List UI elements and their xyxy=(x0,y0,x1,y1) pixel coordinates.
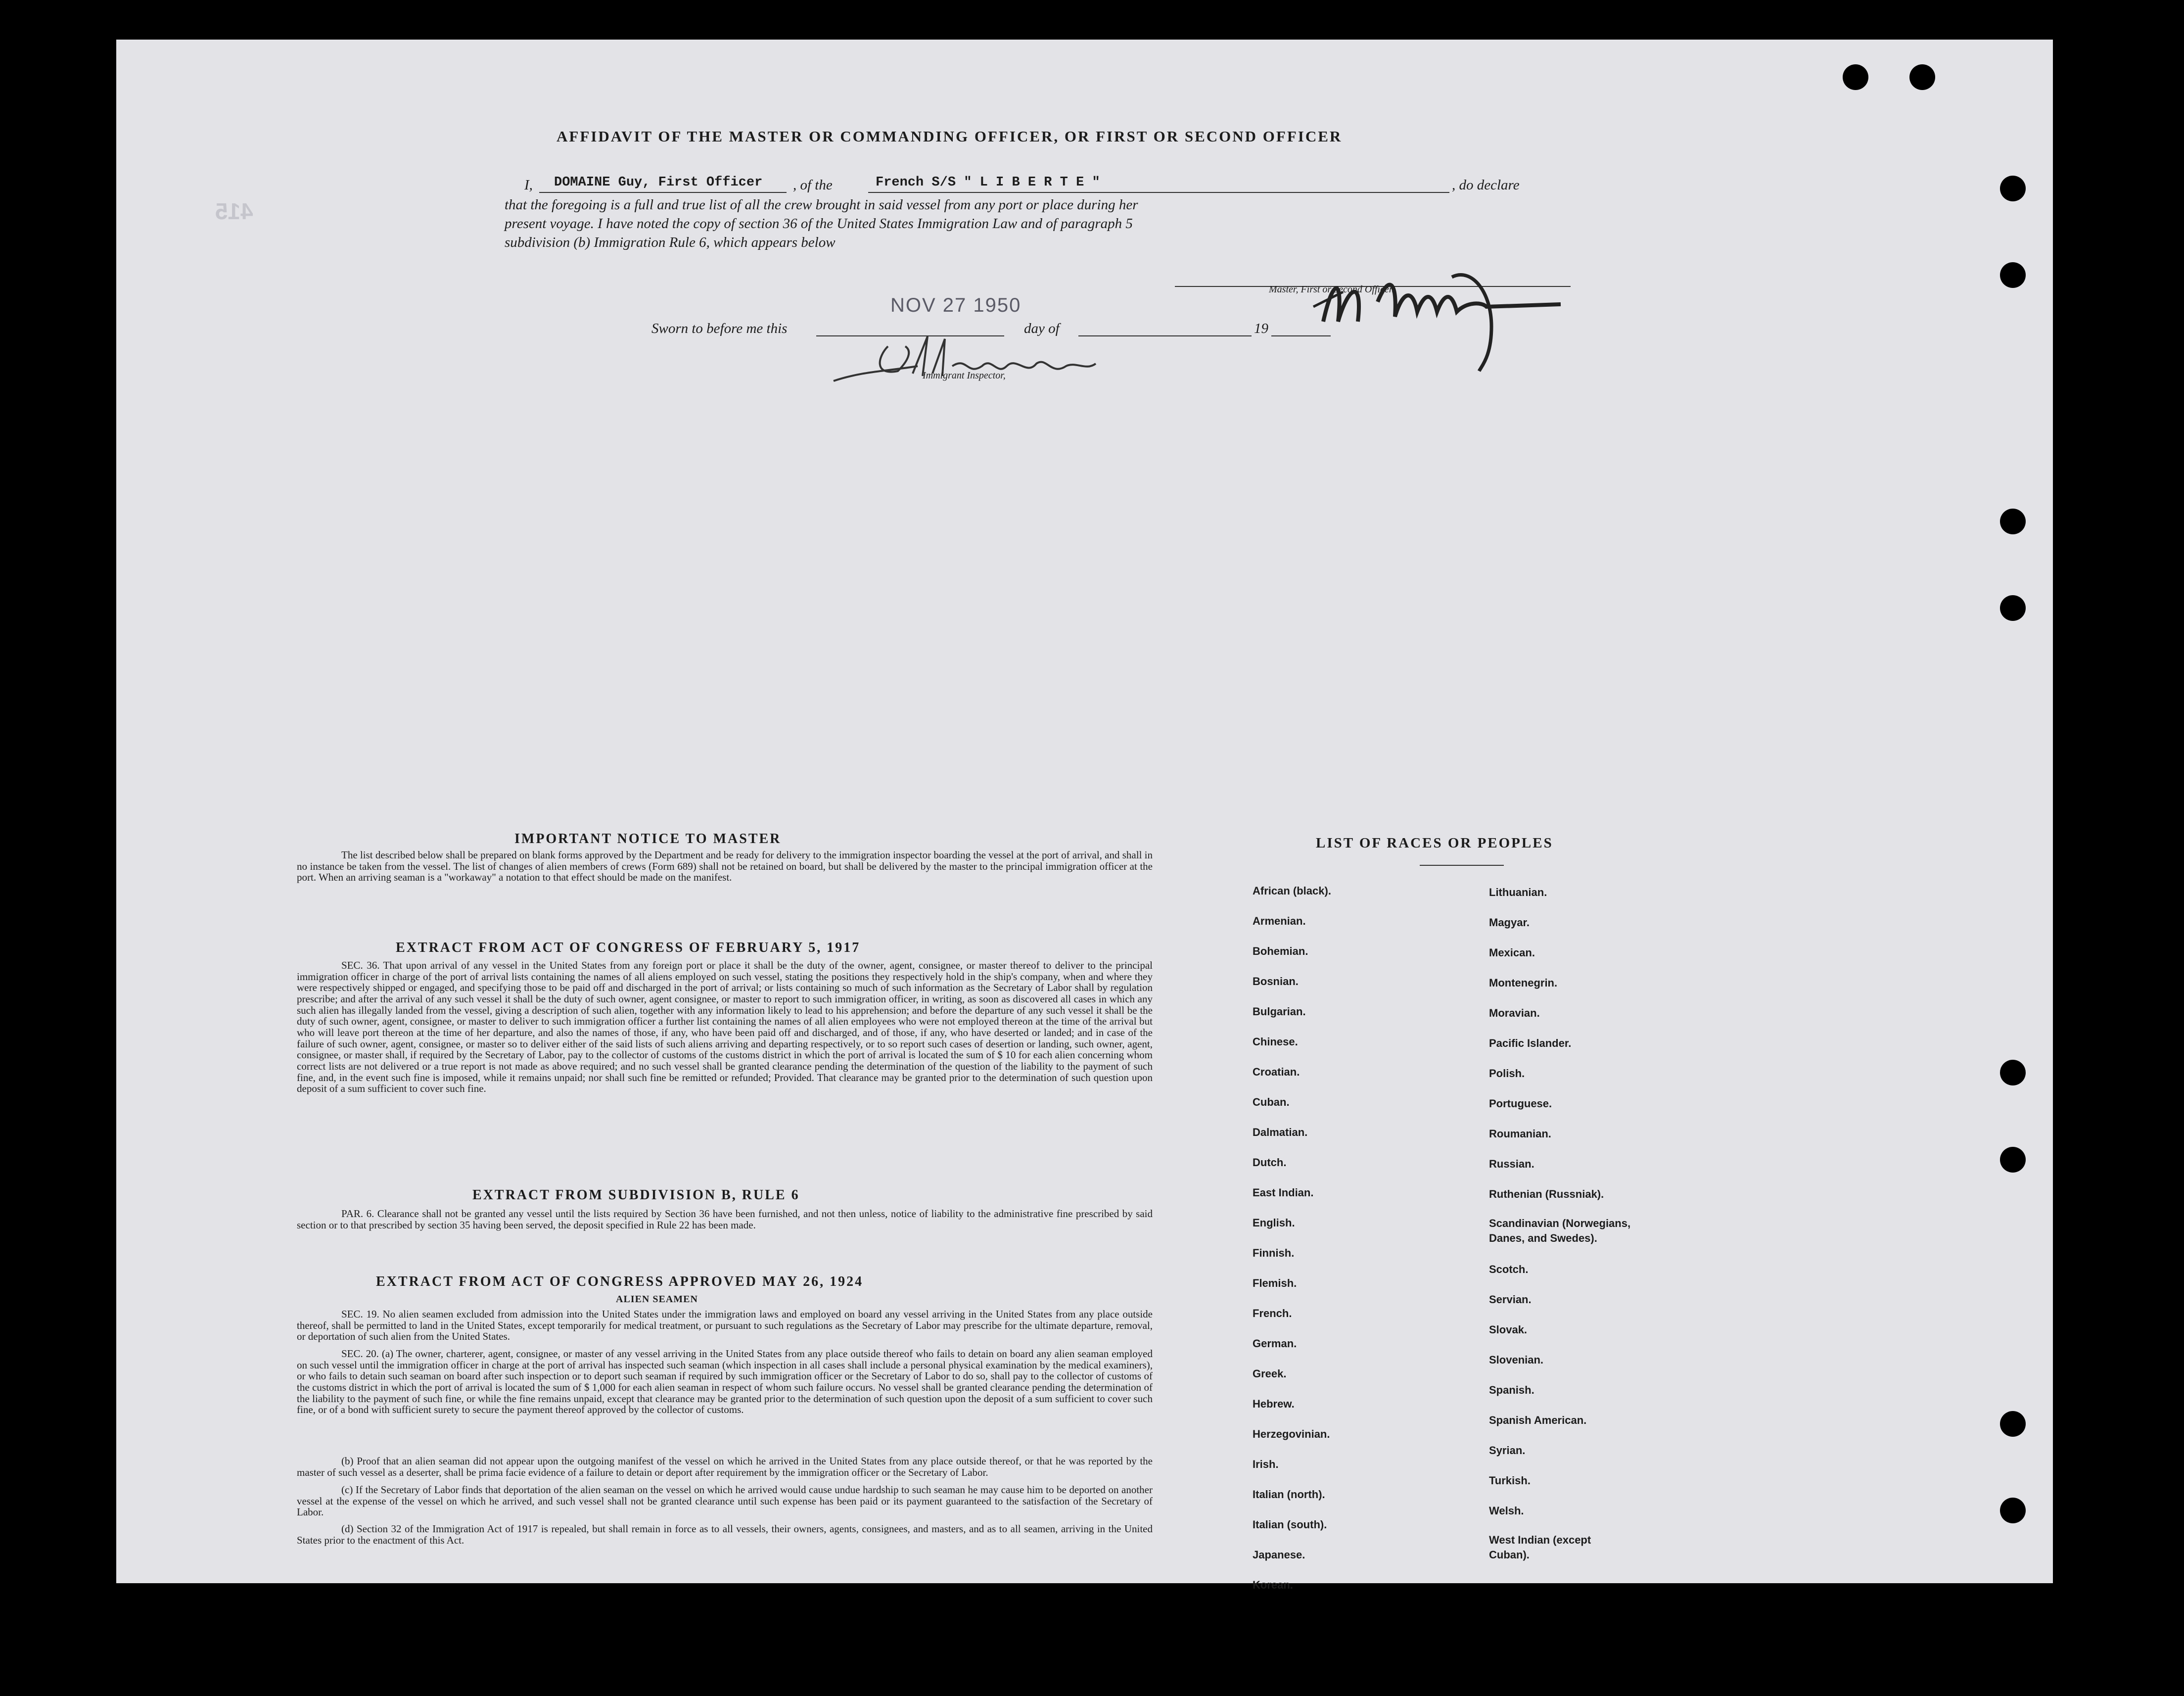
officer-name-line xyxy=(539,192,787,193)
affidavit-title: AFFIDAVIT OF THE MASTER OR COMMANDING OFFICER, OR FIRST OR SECOND OFFICER xyxy=(557,128,1343,145)
punch-hole-icon xyxy=(2000,1147,2026,1173)
sworn-year-line xyxy=(1271,335,1331,336)
punch-hole-icon xyxy=(2000,509,2026,534)
affidavit-line-3: present voyage. I have noted the copy of section 36 of the United States Immigration Law and of paragraph 5 xyxy=(505,216,1133,232)
races-title-underline xyxy=(1420,865,1504,866)
extract3-title: EXTRACT FROM ACT OF CONGRESS APPROVED MAY 26, 1924 xyxy=(376,1274,864,1289)
document-page xyxy=(116,40,2053,1591)
sworn-text: Sworn to before me this xyxy=(651,321,788,336)
race-item: Hebrew. xyxy=(1253,1398,1295,1410)
punch-hole-icon xyxy=(1909,64,1935,90)
race-item: Lithuanian. xyxy=(1489,886,1547,898)
race-item: Roumanian. xyxy=(1489,1128,1551,1140)
race-item: Bosnian. xyxy=(1253,975,1299,988)
race-item: Dalmatian. xyxy=(1253,1126,1308,1138)
affidavit-line-2: that the foregoing is a full and true list of all the crew brought in said vessel from any port or place during her xyxy=(505,197,1138,213)
punch-hole-icon xyxy=(2000,1060,2026,1085)
race-item: German. xyxy=(1253,1337,1297,1350)
race-item: African (black). xyxy=(1253,885,1331,897)
race-item: Moravian. xyxy=(1489,1007,1540,1019)
extract2-title: EXTRACT FROM SUBDIVISION B, RULE 6 xyxy=(472,1187,800,1203)
race-item: Spanish. xyxy=(1489,1384,1534,1396)
race-item: Japanese. xyxy=(1253,1549,1305,1561)
punch-hole-icon xyxy=(2000,595,2026,621)
race-item: Syrian. xyxy=(1489,1444,1526,1457)
affidavit-i: I, xyxy=(524,177,533,193)
day-of-text: day of xyxy=(1024,321,1060,336)
race-item: English. xyxy=(1253,1217,1295,1229)
race-item: Bulgarian. xyxy=(1253,1005,1306,1018)
race-item: Magyar. xyxy=(1489,916,1530,929)
notice-title: IMPORTANT NOTICE TO MASTER xyxy=(514,831,782,847)
races-left-column xyxy=(1253,876,1460,1600)
race-item: Korean. xyxy=(1253,1579,1293,1591)
race-item: Slovenian. xyxy=(1489,1354,1544,1366)
vessel-name-line xyxy=(868,192,1449,193)
races-title: LIST OF RACES OR PEOPLES xyxy=(1316,835,1553,851)
extract3-sec20d: (d) Section 32 of the Immigration Act of 1917 is repealed, but shall remain in force as to all vessels, their owners, agents, consignees, and masters, and as to all seamen, arriving in the United States prior to the enactment of this Act. xyxy=(297,1523,1153,1546)
race-item: Servian. xyxy=(1489,1293,1532,1306)
race-item: French. xyxy=(1253,1307,1292,1319)
race-item: Montenegrin. xyxy=(1489,977,1558,989)
race-item: West Indian (except Cuban). xyxy=(1489,1534,1591,1561)
race-item: Bohemian. xyxy=(1253,945,1308,957)
race-item: Ruthenian (Russniak). xyxy=(1489,1188,1604,1200)
races-right-column xyxy=(1489,877,1697,1562)
race-item: Turkish. xyxy=(1489,1474,1531,1487)
race-item: Finnish. xyxy=(1253,1247,1295,1259)
officer-signature xyxy=(1303,247,1580,376)
race-item: Cuban. xyxy=(1253,1096,1290,1108)
inspector-caption: Immigrant Inspector, xyxy=(923,370,1006,381)
race-item: Russian. xyxy=(1489,1158,1534,1170)
punch-hole-icon xyxy=(2000,176,2026,201)
race-item: Mexican. xyxy=(1489,946,1535,959)
race-item: Pacific Islander. xyxy=(1489,1037,1572,1049)
race-item: Portuguese. xyxy=(1489,1097,1552,1110)
extract2-body: PAR. 6. Clearance shall not be granted any vessel until the lists required by Section 36 have been furnished, and not then unless, notice of liability to the administrative fine prescribed by said section or to that prescribed by section 35 having been served, the deposit specified in Rule 22 has been made. xyxy=(297,1208,1153,1231)
race-item: Croatian. xyxy=(1253,1066,1300,1078)
extract3-sec20c: (c) If the Secretary of Labor finds that deportation of the alien seaman on the vessel on which he arrived would cause undue hardship to such seaman he may cause him to be deported on another vessel at the expense of the vessel on which he arrived, and such vessel shall not be granted clearance until such expense has been paid or its payment guaranteed to the satisfaction of the Secretary of Labor. xyxy=(297,1484,1153,1518)
extract3-subtitle: ALIEN SEAMEN xyxy=(616,1294,698,1305)
extract3-sec20a: SEC. 20. (a) The owner, charterer, agent, consignee, or master of any vessel arriving in the United States from any place outside thereof who fails to detain on board any alien seaman employed on such vessel until the immigration officer in charge at the port of arrival has inspected such seaman (which inspection in all cases shall include a personal physical examination by the medical examiners), or who fails to detain such seaman on board after such inspection or to deport such seaman if required by such immigration officer or the Secretary of Labor to do so, shall pay to the collector of customs of the customs district in which the port of arrival is located the sum of $ 1,000 for each alien seaman in respect of whom such failure occurs. No vessel shall be granted clearance pending the determination of the liability to the payment of such fine, or while the fine remains unpaid, except that clearance may be granted prior to the determination of such question upon the deposit of a sum sufficient to cover such fine, or of a bond with sufficient surety to secure the payment thereof approved by the collector of customs. xyxy=(297,1348,1153,1416)
race-item: Chinese. xyxy=(1253,1036,1298,1048)
race-item: Spanish American. xyxy=(1489,1414,1587,1426)
extract1-title: EXTRACT FROM ACT OF CONGRESS OF FEBRUARY 5, 1917 xyxy=(396,940,861,955)
extract1-body: SEC. 36. That upon arrival of any vessel in the United States from any foreign port or place it shall be the duty of the owner, agent, consignee, or master thereof to deliver to the principal immigration officer in charge of the port of arrival lists containing the names of all aliens employed on such vessel, stating the positions they respectively hold in the ship's company, when and where they were respectively shipped or engaged, and specifying those to be paid off and discharged in the port of arrival; or lists containing so much of such information as the Secretary of Labor shall by regulation prescribe; and after the arrival of any such vessel it shall be the duty of such owner, agent consignee, or master to report to such immigration officer, in writing, as soon as discovered all cases in which any such alien has illegally landed from the vessel, giving a description of such alien, together with any information likely to lead to his apprehension; and before the departure of any such vessel it shall be the duty of such owner, agent, consignee, or master to deliver to such immigration officer a further list containing the names of all alien employees who were not employed thereon at the time of the arrival but who will leave port thereon at the time of her departure, and also the names of those, if any, who have been paid off and discharged, and of those, if any, who have deserted or landed; and in case of the failure of such owner, agent, consignee, or master so to deliver either of the said lists of such aliens arriving and departing respectively, or to so report such cases of desertion or landing, such owner, agent, consignee, or master shall, if required by the Secretary of Labor, pay to the collector of customs of the customs district in which the port of arrival is located the sum of $ 10 for each alien concerning whom correct lists are not delivered or a true report is not made as above required; and no such vessel shall be granted clearance pending the determination of the question of the liability to the payment of such fine, and, in the event such fine is imposed, while it remains unpaid; nor shall such fine be remitted or refunded; Provided. That clearance may be granted prior to the determination of such question upon deposit of a sum sufficient to cover such fine. xyxy=(297,959,1153,1095)
race-item: Dutch. xyxy=(1253,1156,1287,1169)
margin-page-number: 415 xyxy=(215,198,253,224)
punch-hole-icon xyxy=(1843,64,1868,90)
race-item: Armenian. xyxy=(1253,915,1306,927)
race-item: Polish. xyxy=(1489,1067,1525,1080)
race-item: East Indian. xyxy=(1253,1186,1314,1199)
punch-hole-icon xyxy=(2000,1411,2026,1437)
race-item: Irish. xyxy=(1253,1458,1279,1470)
affidavit-line-4: subdivision (b) Immigration Rule 6, which appears below xyxy=(505,235,836,250)
race-item: Herzegovinian. xyxy=(1253,1428,1330,1440)
extract3-sec20b: (b) Proof that an alien seaman did not appear upon the outgoing manifest of the vessel on which he arrived in the United States from any place outside thereof, or that he was reported by the master of such vessel as a deserter, shall be prima facie evidence of a failure to detain or deport after requirement by the immigration officer or the Secretary of Labor. xyxy=(297,1455,1153,1478)
officer-name-field: DOMAINE Guy, First Officer xyxy=(554,175,763,190)
do-declare-text: , do declare xyxy=(1452,177,1520,193)
extract3-sec19: SEC. 19. No alien seamen excluded from admission into the United States under the immigration laws and employed on board any vessel arriving in the United States from any place outside thereof, shall be permitted to land in the United States, except temporarily for medical treatment, or pursuant to such regulations as the Secretary of Labor may prescribe for the ultimate departure, removal, or deportation of such alien from the United States. xyxy=(297,1308,1153,1343)
race-item: Italian (south). xyxy=(1253,1518,1327,1531)
of-the-text: , of the xyxy=(793,177,833,193)
race-item: Greek. xyxy=(1253,1367,1287,1380)
date-stamp: NOV 27 1950 xyxy=(890,294,1022,316)
punch-hole-icon xyxy=(2000,262,2026,288)
race-item: Scandinavian (Norwegians, Danes, and Swedes). xyxy=(1489,1217,1631,1244)
punch-hole-icon xyxy=(2000,1498,2026,1523)
officer-caption: Master, First or Second Officer. xyxy=(1269,284,1394,295)
vessel-name-field: French S/S " L I B E R T E " xyxy=(876,175,1100,190)
race-item: Flemish. xyxy=(1253,1277,1297,1289)
race-item: Slovak. xyxy=(1489,1323,1528,1336)
notice-body: The list described below shall be prepared on blank forms approved by the Department and be ready for delivery to the immigration inspector boarding the vessel at the port of arrival, and shall in no instance be taken from the vessel. The list of changes of alien members of crews (Form 689) shall not be retained on board, but shall be delivered by the master to the principal immigration officer at the port. When an arriving seaman is a "workaway" a notation to that effect should be made on the manifest. xyxy=(297,849,1153,884)
year-prefix: 19 xyxy=(1254,321,1268,336)
race-item: Scotch. xyxy=(1489,1263,1529,1275)
race-item: Italian (north). xyxy=(1253,1488,1325,1501)
race-item: Welsh. xyxy=(1489,1505,1524,1517)
